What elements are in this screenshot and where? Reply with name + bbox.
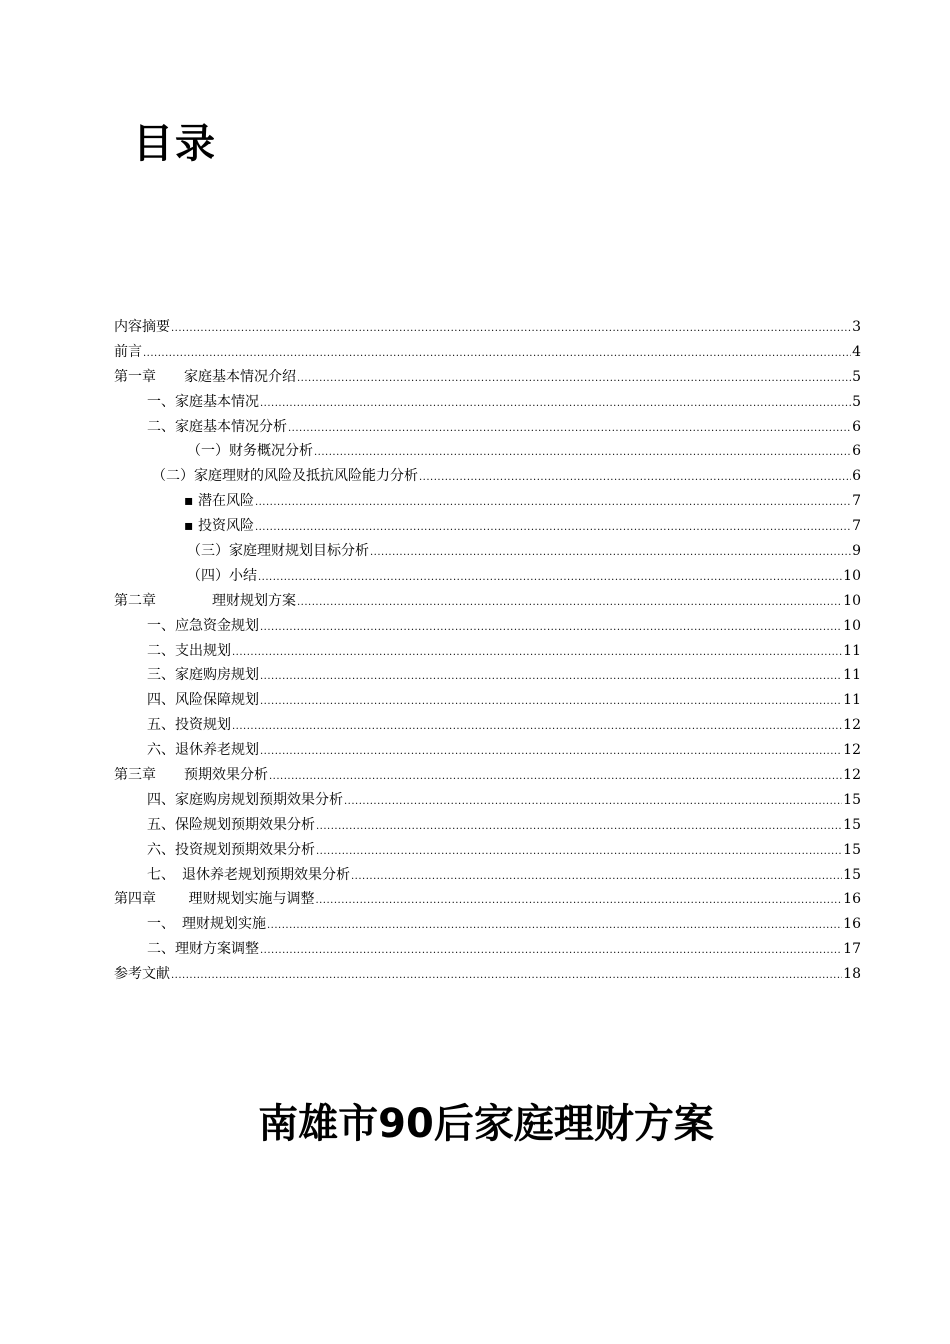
toc-entry[interactable] [114, 764, 861, 789]
toc-dot-leader [171, 970, 842, 981]
toc-entry[interactable] [114, 913, 861, 938]
toc-entry-page: 18 [843, 966, 861, 983]
toc-entry-label: 一、家庭基本情况 [147, 393, 259, 410]
toc-dot-leader [143, 348, 851, 359]
toc-dot-leader [260, 622, 842, 633]
toc-entry-page: 16 [843, 891, 861, 908]
toc-entry[interactable] [114, 839, 861, 864]
toc-entry-label: 六、投资规划预期效果分析 [147, 841, 315, 858]
toc-entry[interactable] [114, 689, 861, 714]
toc-dot-leader [232, 647, 842, 658]
toc-entry-label: （三）家庭理财规划目标分析 [187, 543, 369, 560]
toc-entry-page: 11 [843, 642, 861, 659]
toc-entry-page: 15 [843, 816, 861, 833]
toc-entry-page: 5 [852, 368, 861, 385]
toc-entry-page: 11 [843, 667, 861, 684]
toc-entry[interactable] [114, 963, 861, 988]
toc-entry-page: 6 [852, 418, 861, 435]
toc-entry[interactable] [114, 366, 861, 391]
toc-entry-page: 6 [852, 468, 861, 485]
toc-entry-label: （二）家庭理财的风险及抵抗风险能力分析 [152, 468, 418, 485]
toc-dot-leader [260, 945, 842, 956]
toc-entry-label: 内容摘要 [114, 319, 170, 335]
toc-entry-page: 5 [852, 393, 861, 410]
toc-entry-label: 五、投资规划 [147, 717, 231, 734]
toc-entry-page: 4 [852, 343, 861, 360]
toc-entry[interactable] [114, 540, 861, 565]
toc-entry[interactable] [114, 316, 861, 341]
toc-dot-leader [269, 771, 842, 782]
toc-entry[interactable] [114, 615, 861, 640]
toc-entry-page: 3 [852, 319, 861, 335]
toc-entry[interactable] [114, 664, 861, 689]
toc-entry-label: 第三章 预期效果分析 [114, 767, 268, 784]
toc-entry-page: 15 [843, 791, 861, 808]
toc-dot-leader [297, 373, 851, 384]
toc-entry-label: 二、家庭基本情况分析 [147, 418, 287, 435]
document-title: 南雄市90后家庭理财方案 [258, 1101, 714, 1147]
toc-dot-leader [316, 846, 842, 857]
toc-entry-page: 7 [852, 493, 861, 510]
toc-dot-leader [232, 721, 842, 732]
toc-dot-leader [419, 472, 851, 483]
toc-entry-label: 七、 退休养老规划预期效果分析 [147, 866, 350, 883]
toc-entry-label: 一、应急资金规划 [147, 617, 259, 634]
toc-entry[interactable] [114, 938, 861, 963]
toc-entry[interactable] [114, 590, 861, 615]
toc-dot-leader [314, 447, 851, 458]
toc-dot-leader [260, 398, 851, 409]
toc-entry[interactable] [114, 440, 861, 465]
toc-entry[interactable] [114, 789, 861, 814]
toc-entry[interactable] [114, 739, 861, 764]
toc-heading: 目录 [133, 121, 217, 167]
toc-entry[interactable] [114, 515, 861, 540]
toc-entry[interactable] [114, 416, 861, 441]
toc-entry-label: 四、风险保障规划 [147, 692, 259, 709]
toc-entry-page: 10 [843, 567, 861, 584]
toc-entry[interactable] [114, 391, 861, 416]
toc-dot-leader [344, 796, 842, 807]
toc-entry-page: 17 [843, 941, 861, 958]
toc-dot-leader [255, 522, 851, 533]
toc-dot-leader [316, 821, 842, 832]
toc-entry-label: 一、 理财规划实施 [147, 916, 266, 933]
toc-entry-page: 11 [843, 692, 861, 709]
toc-dot-leader [171, 323, 851, 334]
toc-entry[interactable] [114, 814, 861, 839]
table-of-contents [114, 316, 861, 988]
toc-entry-label: 五、保险规划预期效果分析 [147, 816, 315, 833]
toc-entry-label: 第四章 理财规划实施与调整 [114, 891, 315, 908]
toc-entry-page: 15 [843, 866, 861, 883]
toc-entry-page: 6 [852, 443, 861, 460]
toc-entry-label: （一）财务概况分析 [187, 443, 313, 460]
toc-entry-page: 7 [852, 518, 861, 535]
toc-entry-label: 二、支出规划 [147, 642, 231, 659]
toc-entry-page: 16 [843, 916, 861, 933]
toc-entry-label: （四）小结 [187, 567, 257, 584]
toc-entry[interactable] [114, 640, 861, 665]
toc-entry-page: 12 [843, 717, 861, 734]
toc-entry-page: 12 [843, 742, 861, 759]
toc-dot-leader [255, 497, 851, 508]
toc-entry-page: 12 [843, 767, 861, 784]
toc-entry-label: 三、家庭购房规划 [147, 667, 259, 684]
toc-dot-leader [288, 423, 851, 434]
toc-entry-label: 参考文献 [114, 966, 170, 983]
toc-entry-page: 15 [843, 841, 861, 858]
toc-entry[interactable] [114, 490, 861, 515]
toc-entry[interactable] [114, 341, 861, 366]
toc-entry-page: 9 [852, 543, 861, 560]
toc-entry-label: ▪ 潜在风险 [184, 493, 254, 510]
toc-entry[interactable] [114, 888, 861, 913]
toc-entry-label: 二、理财方案调整 [147, 941, 259, 958]
toc-entry-label: 四、家庭购房规划预期效果分析 [147, 791, 343, 808]
toc-entry-label: 六、退休养老规划 [147, 742, 259, 759]
toc-entry-label: 第一章 家庭基本情况介绍 [114, 368, 296, 385]
toc-dot-leader [260, 746, 842, 757]
toc-dot-leader [260, 671, 842, 682]
toc-dot-leader [267, 920, 842, 931]
toc-entry-label: ▪ 投资风险 [184, 518, 254, 535]
toc-entry-page: 10 [843, 617, 861, 634]
toc-entry[interactable] [114, 565, 861, 590]
toc-dot-leader [351, 871, 842, 882]
toc-entry-page: 10 [843, 592, 861, 609]
toc-dot-leader [260, 696, 842, 707]
toc-dot-leader [370, 547, 851, 558]
toc-entry[interactable] [114, 864, 861, 889]
toc-entry-label: 第二章 理财规划方案 [114, 592, 296, 609]
toc-entry-label: 前言 [114, 343, 142, 360]
toc-dot-leader [297, 597, 842, 608]
toc-dot-leader [315, 895, 842, 906]
toc-entry[interactable] [114, 714, 861, 739]
toc-dot-leader [258, 572, 842, 583]
toc-entry[interactable] [114, 465, 861, 490]
